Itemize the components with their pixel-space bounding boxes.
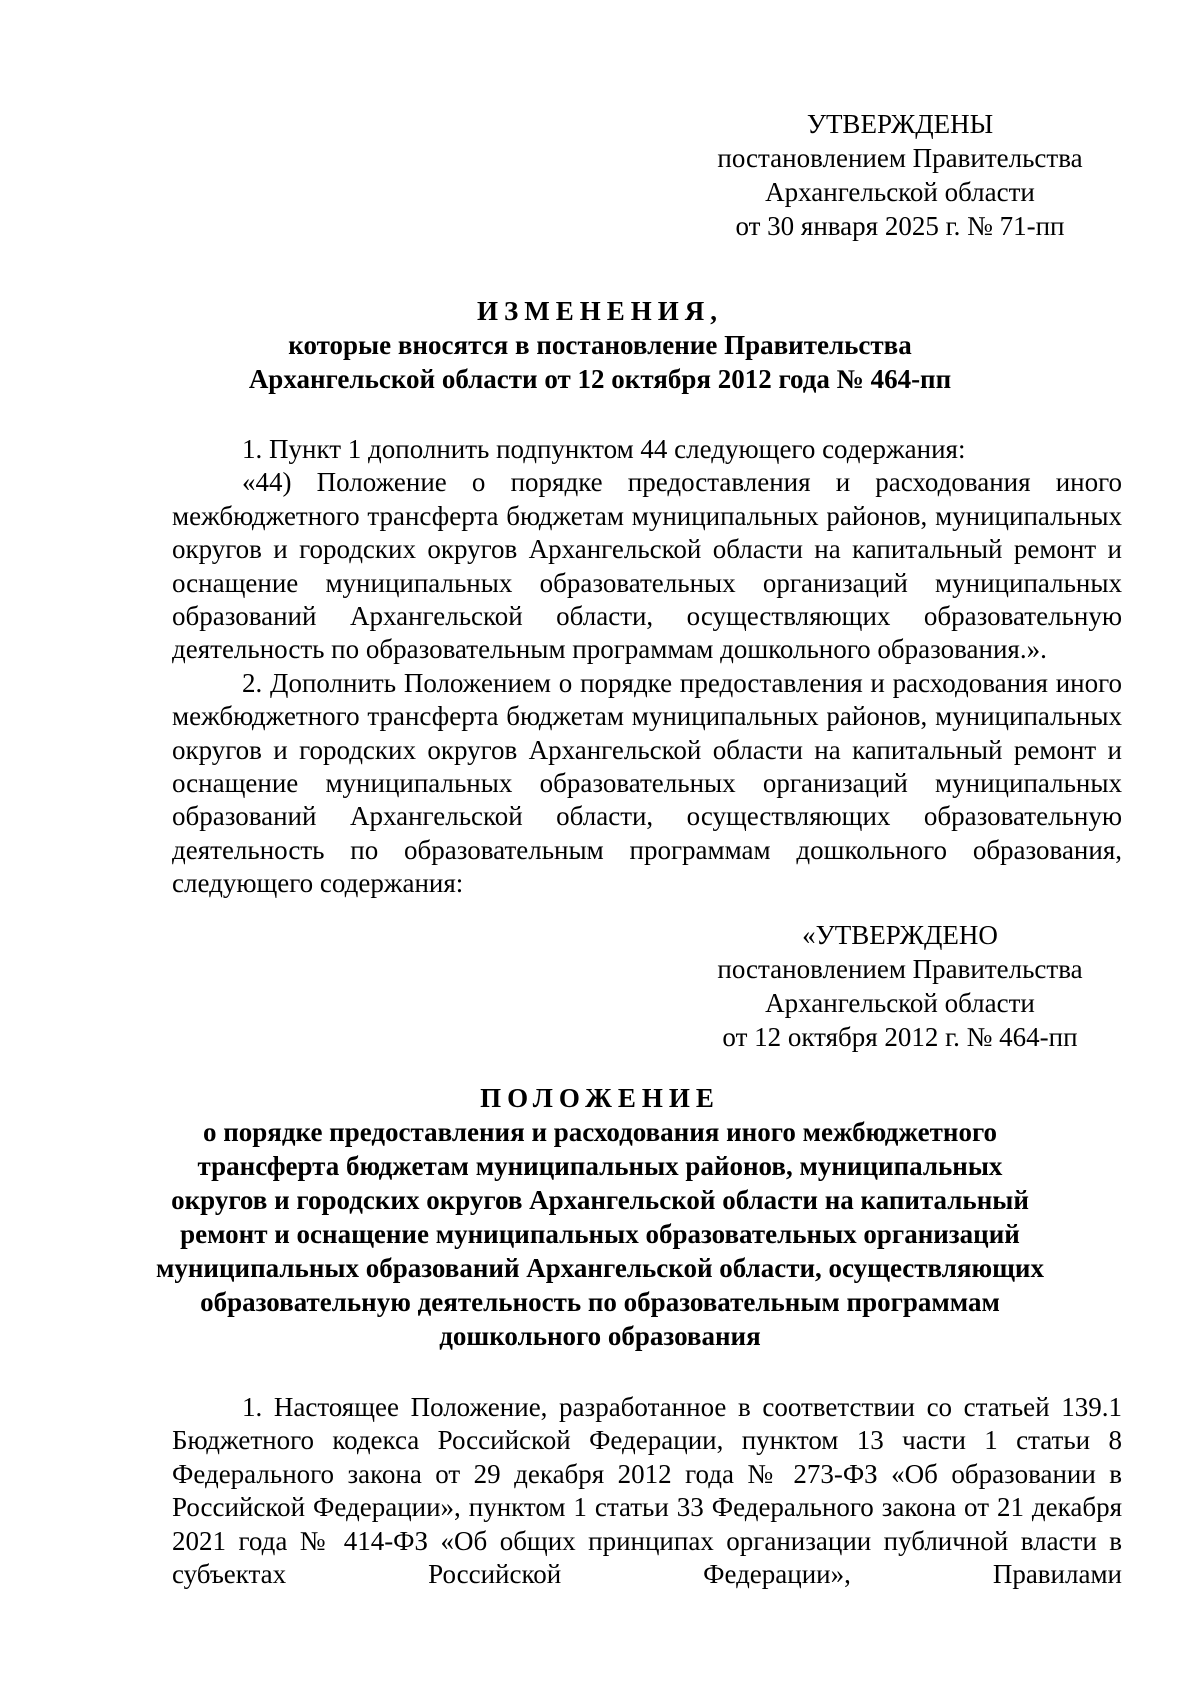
regulation-subtitle-line-2: трансферта бюджетам муниципальных районов, муниципальных: [197, 1151, 1003, 1181]
changes-paragraph-3: 2. Дополнить Положением о порядке предоставления и расходования иного межбюджетного трансферта бюджетам муниципальных районов, муниципальных округов и городских округов Архангельской области на капитальный ремонт и оснащение муниципальных образовательных организаций муниципальных образований Архангельской области, осуществляющих образовательную деятельность по образовательным программам дошкольного образования, следующего содержания:: [172, 667, 1122, 899]
regulation-subtitle-line-5: муниципальных образований Архангельской области, осуществляющих: [155, 1253, 1044, 1283]
approval-status: УТВЕРЖДЕНЫ: [806, 109, 994, 139]
inner-approval-date-number: от 12 октября 2012 г. № 464-пп: [722, 1022, 1078, 1052]
changes-subtitle-line-1: которые вносятся в постановление Правительства: [288, 330, 912, 360]
regulation-subtitle-line-4: ремонт и оснащение муниципальных образовательных организаций: [180, 1219, 1020, 1249]
approval-region: Архангельской области: [765, 177, 1035, 207]
approval-block-inner: [690, 918, 1110, 1054]
changes-title-block: [150, 294, 1050, 396]
regulation-subtitle-line-7: дошкольного образования: [439, 1321, 761, 1351]
inner-approval-authority: постановлением Правительства: [717, 954, 1083, 984]
regulation-title: ПОЛОЖЕНИЕ: [480, 1083, 720, 1113]
changes-body: [172, 433, 1122, 901]
changes-paragraph-1: 1. Пункт 1 дополнить подпунктом 44 следующего содержания:: [242, 434, 966, 464]
regulation-subtitle-line-1: о порядке предоставления и расходования иного межбюджетного: [202, 1117, 998, 1147]
inner-approval-region: Архангельской области: [765, 988, 1035, 1018]
changes-subtitle-line-2: Архангельской области от 12 октября 2012 года № 464-пп: [248, 364, 952, 394]
changes-paragraph-2: «44) Положение о порядке предоставления и расходования иного межбюджетного трансферта бюджетам муниципальных районов, муниципальных округов и городских округов Архангельской области на капитальный ремонт и оснащение муниципальных образовательных организаций муниципальных образований Архангельской области, осуществляющих образовательную деятельность по образовательным программам дошкольного образования.».: [172, 467, 1122, 665]
approval-block-top: [690, 107, 1110, 243]
regulation-body: [172, 1391, 1122, 1591]
regulation-subtitle-line-6: образовательную деятельность по образовательным программам: [200, 1287, 1000, 1317]
approval-date-number: от 30 января 2025 г. № 71-пп: [735, 211, 1065, 241]
approval-authority: постановлением Правительства: [717, 143, 1083, 173]
regulation-subtitle-line-3: округов и городских округов Архангельской области на капитальный: [171, 1185, 1029, 1215]
changes-title: ИЗМЕНЕНИЯ,: [476, 296, 723, 326]
regulation-title-block: [150, 1081, 1050, 1353]
regulation-paragraph-1: 1. Настоящее Положение, разработанное в соответствии со статьей 139.1 Бюджетного кодекса Российской Федерации, пунктом 13 части 1 статьи 8 Федерального закона от 29 декабря 2012 года № 273-ФЗ «Об образовании в Российской Федерации», пунктом 1 статьи 33 Федерального закона от 21 декабря 2021 года № 414-ФЗ «Об общих принципах организации публичной власти в субъектах Российской Федерации», Правилами: [172, 1392, 1122, 1590]
inner-approval-status: «УТВЕРЖДЕНО: [802, 920, 998, 950]
